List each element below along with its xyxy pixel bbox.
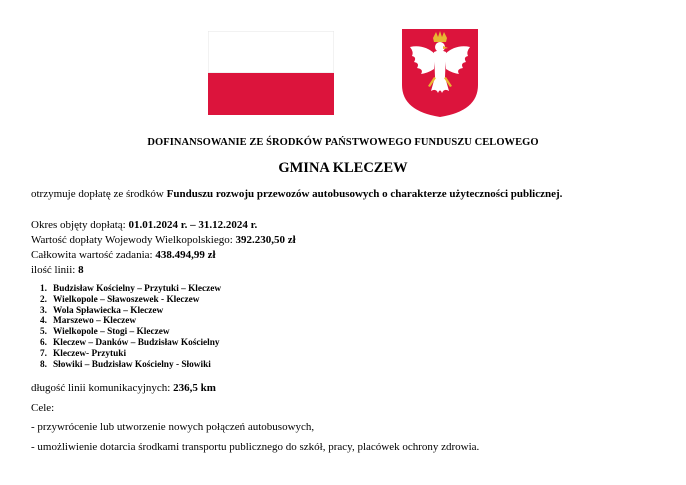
total-value: 438.494,99 zł — [155, 249, 216, 261]
route-item: 8. Słowiki – Budzisław Kościelny - Słowiki — [40, 359, 211, 370]
total-label: Całkowita wartość zadania: — [31, 249, 156, 261]
subsidy-line — [31, 234, 296, 246]
length-value: 236,5 km — [173, 382, 216, 394]
fund-name: Funduszu rozwoju przewozów autobusowych o charakterze użyteczności publicznej. — [166, 188, 563, 200]
flag-red-stripe — [208, 73, 334, 115]
goal-item: - umożliwienie dotarcia środkami transportu publicznego do szkół, pracy, placówek ochrony zdrowia. — [31, 441, 480, 453]
lines-count-line — [31, 264, 84, 276]
route-item: 5. Wielkopole – Stogi – Kleczew — [40, 327, 170, 338]
route-item: 4. Marszewo – Kleczew — [40, 316, 137, 327]
recipient-name: GMINA KLECZEW — [278, 160, 408, 176]
subsidy-value: 392.230,50 zł — [235, 234, 296, 246]
lines-value: 8 — [78, 264, 84, 276]
goal-item: - przywrócenie lub utworzenie nowych połączeń autobusowych, — [31, 421, 315, 433]
route-item: 3. Wola Spławiecka – Kleczew — [40, 305, 164, 316]
period-value: 01.01.2024 r. – 31.12.2024 r. — [128, 219, 258, 231]
route-name: Wielkopole – Sławoszewek - Kleczew — [53, 294, 200, 305]
route-item: 1. Budzisław Kościelny – Przytuki – Kleczew — [40, 284, 222, 294]
polish-eagle-emblem-icon — [400, 27, 480, 119]
route-name: Wielkopole – Stogi – Kleczew — [53, 327, 170, 338]
route-name: Słowiki – Budzisław Kościelny - Słowiki — [53, 359, 211, 370]
flag-white-stripe — [208, 31, 334, 73]
intro-prefix: otrzymuje dopłatę ze środków — [31, 188, 167, 200]
route-name: Marszewo – Kleczew — [53, 316, 137, 327]
length-label: długość linii komunikacyjnych: — [31, 382, 174, 394]
route-name: Wola Spławiecka – Kleczew — [53, 305, 164, 316]
route-name: Kleczew- Przytuki — [53, 348, 127, 359]
period-label: Okres objęty dopłatą: — [31, 219, 129, 231]
route-name: Kleczew – Danków – Budzisław Kościelny — [53, 337, 220, 348]
route-item: 2. Wielkopole – Sławoszewek - Kleczew — [40, 294, 200, 305]
route-item: 6. Kleczew – Danków – Budzisław Kościelny — [40, 337, 220, 348]
route-name: Budzisław Kościelny – Przytuki – Kleczew — [53, 284, 222, 294]
intro-line — [31, 188, 562, 200]
subsidy-label: Wartość dopłaty Wojewody Wielkopolskiego: — [31, 234, 236, 246]
polish-flag — [208, 31, 334, 115]
total-line — [31, 249, 216, 261]
goals-label: Cele: — [31, 402, 55, 414]
length-line — [31, 382, 216, 394]
route-item: 7. Kleczew- Przytuki — [40, 348, 127, 359]
lines-label: ilość linii: — [31, 264, 79, 276]
period-line — [31, 219, 257, 231]
document-heading: DOFINANSOWANIE ZE ŚRODKÓW PAŃSTWOWEGO FUNDUSZU CELOWEGO — [147, 137, 539, 148]
routes-list — [31, 284, 221, 370]
